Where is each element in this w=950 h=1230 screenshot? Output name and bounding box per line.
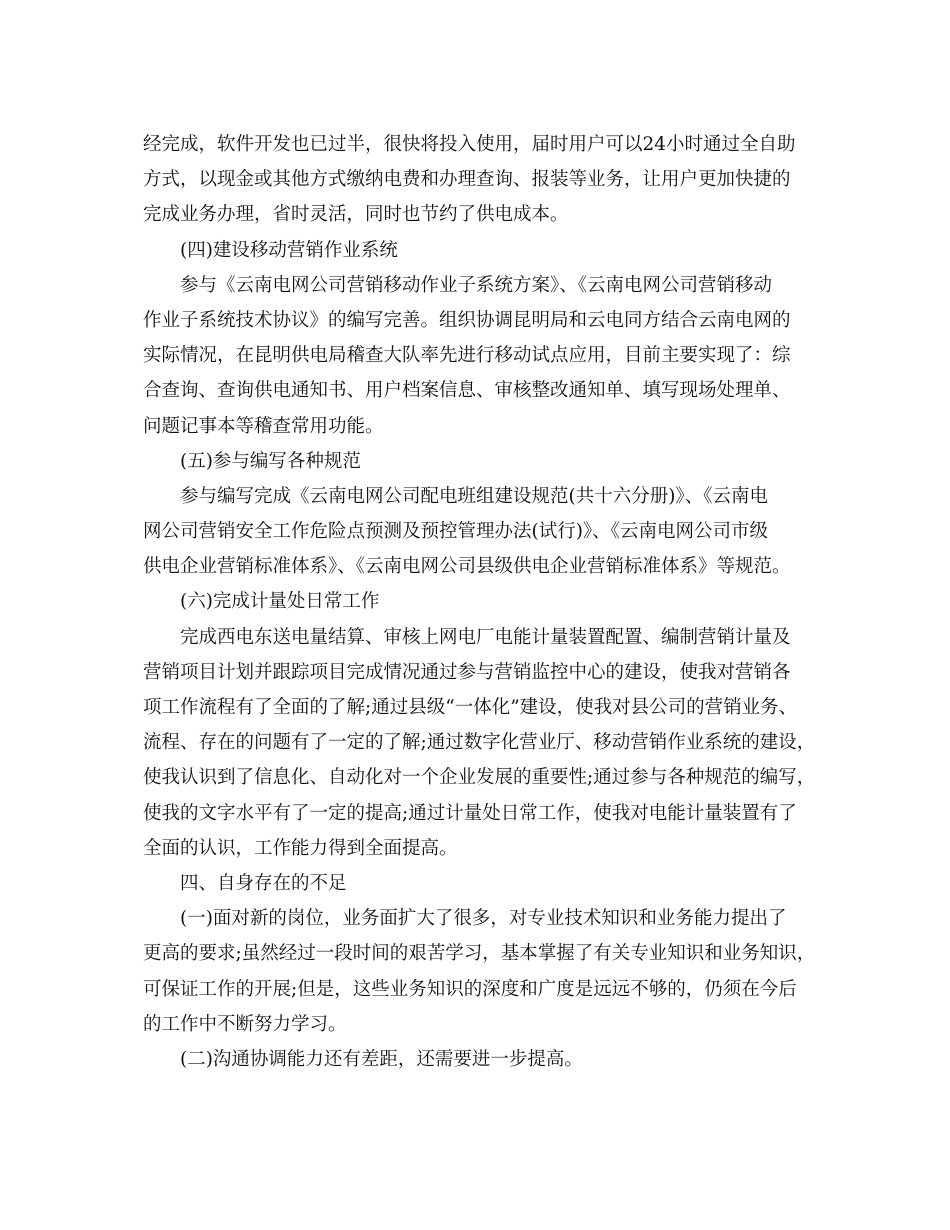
text-line: 的工作中不断努力学习。 (143, 1013, 347, 1035)
text-line: 完成西电东送电量结算、审核上网电厂电能计量装置配置、编制营销计量及 (180, 626, 791, 648)
text-line: 作业子系统技术协议》的编写完善。组织协调昆明局和云电同方结合云南电网的 (143, 309, 791, 331)
text-line: 四、自身存在的不足 (180, 872, 347, 894)
text-line: 全面的认识，工作能力得到全面提高。 (143, 837, 458, 859)
document-body (143, 127, 816, 1077)
text-line: (四)建设移动营销作业系统 (180, 239, 398, 261)
text-line: (二)沟通协调能力还有差距，还需要进一步提高。 (180, 1048, 583, 1070)
text-line: 网公司营销安全工作危险点预测及预控管理办法(试行)》、《云南电网公司市级 (143, 521, 768, 543)
text-line: 使我的文字水平有了一定的提高;通过计量处日常工作，使我对电能计量装置有了 (143, 802, 797, 824)
text-line: 问题记事本等稽查常用功能。 (143, 415, 384, 437)
text-line: 实际情况，在昆明供电局稽查大队率先进行移动试点应用，目前主要实现了：综 (143, 345, 791, 367)
text-line: 参与编写完成《云南电网公司配电班组建设规范(共十六分册)》、《云南电 (180, 485, 768, 507)
text-line: 合查询、查询供电通知书、用户档案信息、审核整改通知单、填写现场处理单、 (143, 380, 791, 402)
text-line: (六)完成计量处日常工作 (180, 591, 380, 613)
text-line: 使我认识到了信息化、自动化对一个企业发展的重要性;通过参与各种规范的编写， (143, 767, 816, 789)
text-line: (五)参与编写各种规范 (180, 450, 361, 472)
text-line: 供电企业营销标准体系》、《云南电网公司县级供电企业营销标准体系》等规范。 (143, 556, 791, 578)
text-line: 项工作流程有了全面的了解;通过县级“一体化”建设，使我对县公司的营销业务、 (143, 697, 798, 718)
text-line: 流程、存在的问题有了一定的了解;通过数字化营业厅、移动营销作业系统的建设， (143, 732, 816, 754)
text-line: 参与《云南电网公司营销移动作业子系统方案》、《云南电网公司营销移动 (180, 274, 773, 296)
text-line: 经完成，软件开发也已过半，很快将投入使用，届时用户可以24小时通过全自助 (143, 134, 796, 155)
text-line: 更高的要求;虽然经过一段时间的艰苦学习，基本掌握了有关专业知识和业务知识， (143, 943, 816, 965)
text-line: 营销项目计划并跟踪项目完成情况通过参与营销监控中心的建设，使我对营销各 (143, 661, 791, 683)
text-line: 可保证工作的开展;但是，这些业务知识的深度和广度是远远不够的，仍须在今后 (143, 978, 797, 1000)
text-line: (一)面对新的岗位，业务面扩大了很多，对专业技术知识和业务能力提出了 (180, 908, 787, 930)
text-line: 完成业务办理，省时灵活，同时也节约了供电成本。 (143, 204, 569, 226)
text-line: 方式，以现金或其他方式缴纳电费和办理查询、报装等业务，让用户更加快捷的 (143, 169, 791, 191)
